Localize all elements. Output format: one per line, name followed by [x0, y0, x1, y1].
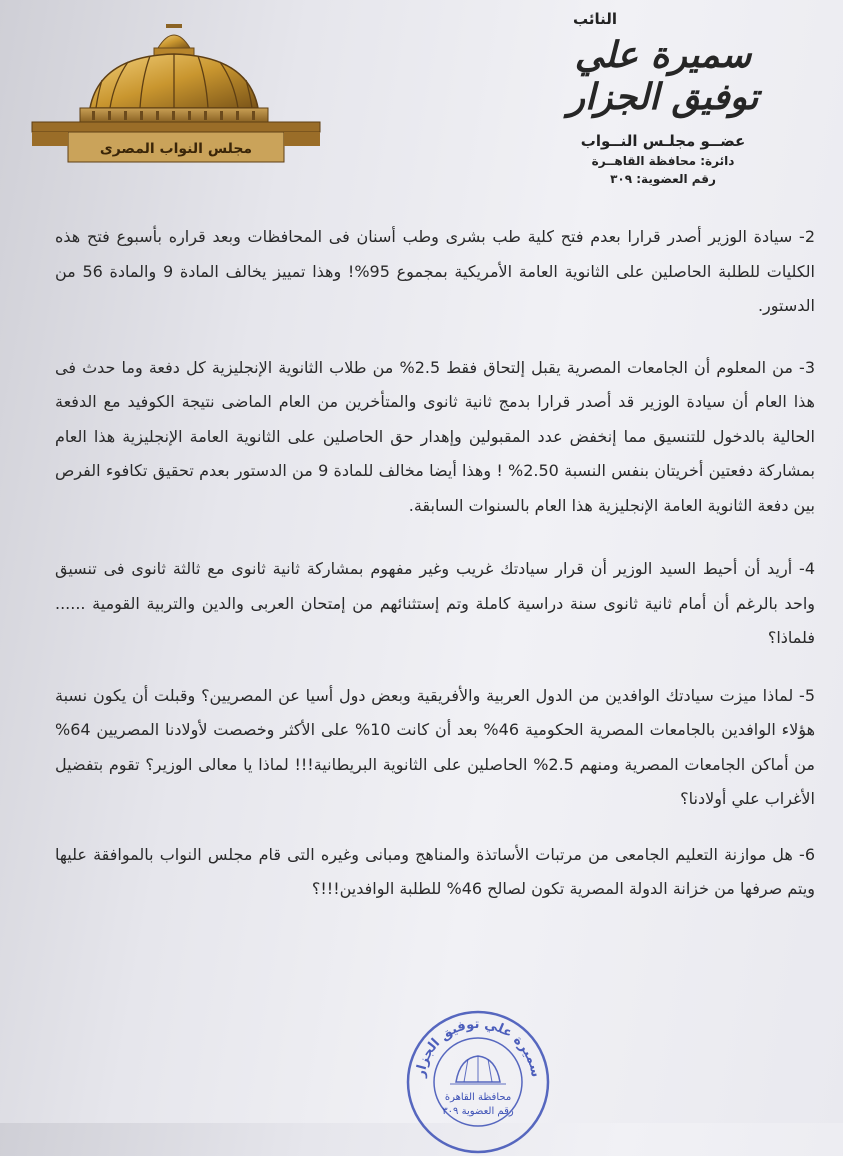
member-title: عضــو مجلـس النــواب	[580, 132, 746, 150]
paragraph-6: 6- هل موازنة التعليم الجامعى من مرتبات الأساتذة والمناهج ومبانى وغيره التى قام مجلس النواب بالموافقة عليها ويتم صرفها من خزانة الدولة المصرية تكون لصالح 46% للطلبة الوافدين!!!؟	[55, 844, 815, 898]
official-stamp	[404, 1008, 552, 1156]
paragraph-5: 5- لماذا ميزت سيادتك الوافدين من الدول العربية والأفريقية وبعض دول أسيا عن المصريين؟ وقبلت أن يكون نسبة هؤلاء الوافدين بالجامعات المصرية الحكومية 46% بعد أن كانت 10% على الأكثر وخصصت لأولادنا المصريين 64% من أماكن الجامعات المصرية ومنهم 2.5% الحاصلين على الثانوية البريطانية!!! لماذا يا معالى الوزير؟ تقوم بتفضيل الأغراب علي أولادنا؟	[55, 685, 816, 808]
stamp-membership: رقم العضوية ٣٠٩	[442, 1106, 514, 1117]
stamp-name: سميرة علي توفيق الجزار	[413, 1016, 543, 1079]
paragraph-2: 2- سيادة الوزير أصدر قرارا بعدم فتح كلية طب بشرى وطب أسنان فى المحافظات وبعد قراره بأسبوع فتح هذه الكليات للطلبة الحاصلين على الثانوية العامة الأمريكية بمجموع 95%! وهذا تمييز يخالف المادة 9 والمادة 56 من الدستور.	[55, 227, 815, 315]
parliament-logo	[30, 18, 322, 168]
logo-text: مجلس النواب المصرى	[99, 141, 253, 157]
stamp-governorate: محافظة القاهرة	[444, 1092, 512, 1103]
deputy-label: النائب	[573, 10, 618, 28]
letterhead	[533, 8, 793, 186]
constituency: دائرة: محافظة القاهــرة	[591, 154, 735, 168]
paragraph-3: 3- من المعلوم أن الجامعات المصرية يقبل إلتحاق فقط 2.5% من طلاب الثانوية الإنجليزية كل دفعة وما حدث فى هذا العام أن سيادة الوزير قد أصدر قرارا بدمج ثانية ثانوى والمتأخرين من العام الماضى نتيجة الكوفيد مع الدفعة الحالية بالدخول للتنسيق مما إنخفض عدد المقبولين وإهدار حق الحاصلين على الثانوية العامة الإنجليزية هذا العام بمشاركة دفعتين أخريتان بنفس النسبة 2.50% ! وهذا أيضا مخالف للمادة 9 من الدستور بعدم تحقيق تكافوء الفرص بين دفعة الثانوية العامة الإنجليزية هذا العام بالسنوات السابقة.	[55, 357, 816, 515]
letter-body	[55, 220, 815, 907]
deputy-name: سميرة علي توفيق الجزار	[567, 34, 759, 118]
paragraph-4: 4- أريد أن أحيط السيد الوزير أن قرار سيادتك غريب وغير مفهوم بمشاركة ثانية ثانوى مع ثالثة ثانوى فى تنسيق واحد بالرغم أن أمام ثانية ثانوى سنة دراسية كاملة وتم إستثنائهم من إمتحان العربى والدين والتربية القومية ...... فلماذا؟	[55, 559, 815, 647]
membership-number: رقم العضوية: ٣٠٩	[610, 172, 716, 186]
